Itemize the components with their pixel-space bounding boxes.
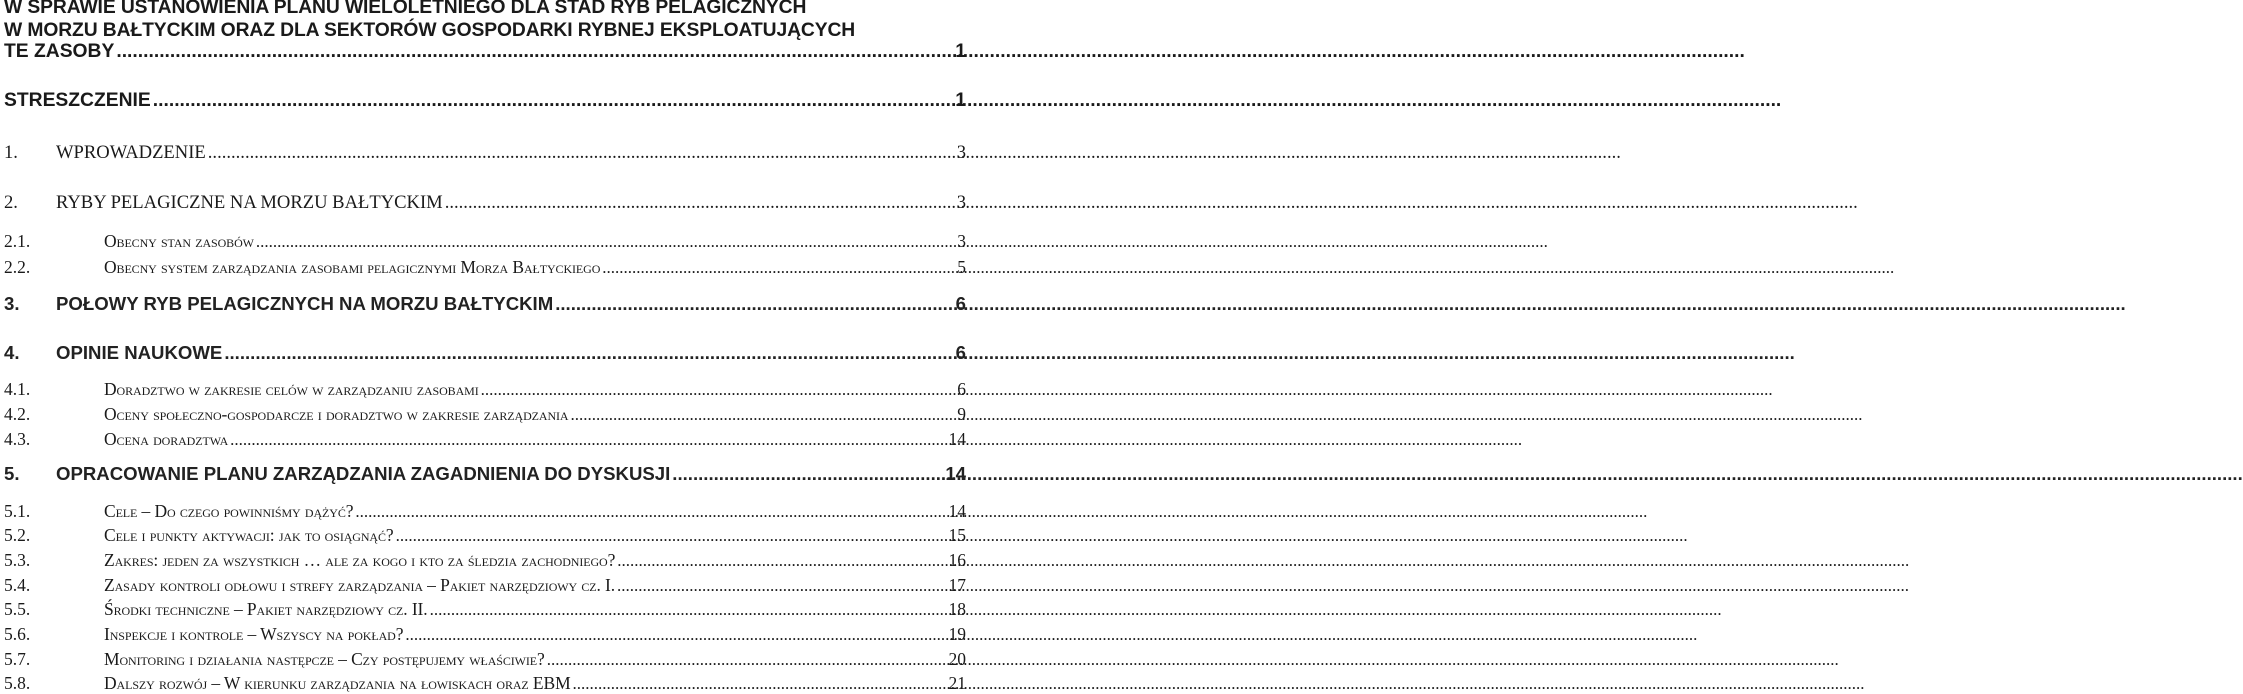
toc-entry-text: OPINIE NAUKOWE [56, 342, 223, 363]
toc-entry-page: 17 [948, 575, 966, 595]
toc-page [0, 0, 966, 693]
toc-leader-dots [573, 674, 948, 694]
toc-entry-4-3[interactable] [4, 429, 966, 450]
toc-entry-text: Monitoring i działania następcze – Czy postępujemy właściwie? [104, 649, 545, 669]
toc-entry-number: 2.1. [4, 231, 31, 251]
toc-entry-5[interactable] [4, 463, 966, 485]
toc-entry-page: 19 [948, 624, 966, 644]
toc-entry-number: 5.4. [4, 575, 31, 595]
toc-entry-5-6[interactable] [4, 624, 966, 645]
toc-entry-number: 5.6. [4, 624, 31, 644]
toc-entry-page: 16 [948, 550, 966, 570]
toc-entry-number: 1. [4, 142, 18, 163]
toc-entry-number: 5.1. [4, 501, 31, 521]
toc-leader-dots [355, 502, 947, 522]
toc-entry-number: 4.3. [4, 429, 31, 449]
toc-entry-page: 14 [948, 501, 966, 521]
toc-entry-1[interactable] [4, 142, 966, 164]
toc-entry-text: Obecny stan zasobów [104, 231, 254, 251]
toc-entry-page: 3 [956, 142, 966, 163]
toc-entry-text: RYBY PELAGICZNE NA MORZU BAŁTYCKIM [56, 192, 443, 213]
title-line-1: W SPRAWIE USTANOWIENIA PLANU WIELOLETNIEGO DLA STAD RYB PELAGICZNYCH [4, 0, 807, 18]
toc-leader-dots [617, 576, 947, 596]
toc-leader-dots [547, 650, 948, 670]
toc-entry-text: Zasady kontroli odłowu i strefy zarządzania – Pakiet narzędziowy cz. I. [104, 575, 616, 595]
toc-entry-text: Oceny społeczno-gospodarcze i doradztwo w zakresie zarządzania [104, 404, 569, 424]
toc-leader-dots [396, 526, 948, 546]
toc-leader-dots [571, 405, 957, 425]
toc-entry-page: 5 [957, 257, 966, 277]
toc-entry-text: Ocena doradztwa [104, 429, 229, 449]
toc-entry-number: 5.3. [4, 550, 31, 570]
toc-entry-streszczenie[interactable] [4, 90, 966, 112]
toc-entry-number: 5.8. [4, 673, 31, 693]
toc-entry-5-2[interactable] [4, 525, 966, 546]
toc-leader-dots [116, 41, 954, 63]
toc-entry-page: 21 [948, 673, 966, 693]
toc-leader-dots [602, 258, 956, 278]
toc-entry-page: 3 [956, 192, 966, 213]
toc-entry-4-1[interactable] [4, 379, 966, 400]
toc-entry-5-5[interactable] [4, 599, 966, 620]
toc-entry-text: POŁOWY RYB PELAGICZNYCH NA MORZU BAŁTYCKIM [56, 293, 554, 314]
toc-leader-dots [405, 625, 947, 645]
toc-entry-page: 1 [955, 41, 966, 62]
toc-entry-page: 18 [948, 599, 966, 619]
toc-entry-text: STRESZCZENIE [4, 90, 151, 111]
toc-entry-text: WPROWADZENIE [56, 142, 206, 163]
toc-entry-page: 9 [957, 404, 966, 424]
toc-leader-dots [224, 342, 954, 364]
toc-entry-text: Dalszy rozwój – W kierunku zarządzania na łowiskach oraz EBM [104, 673, 571, 693]
toc-entry-text: Obecny system zarządzania zasobami pelagicznymi Morza Bałtyckiego [104, 257, 601, 277]
toc-entry-text: OPRACOWANIE PLANU ZARZĄDZANIA ZAGADNIENIA DO DYSKUSJI [56, 463, 671, 484]
toc-entry-5-1[interactable] [4, 501, 966, 522]
toc-entry-page: 6 [957, 379, 966, 399]
toc-leader-dots [672, 463, 944, 485]
toc-leader-dots [230, 430, 947, 450]
toc-entry-page: 6 [955, 342, 966, 363]
toc-entry-number: 5.5. [4, 599, 31, 619]
toc-entry-text: Inspekcje i kontrole – Wszyscy na pokład? [104, 624, 404, 644]
toc-leader-dots [617, 551, 947, 571]
toc-entry-number: 4. [4, 342, 20, 363]
toc-entry-title[interactable] [4, 41, 966, 63]
toc-entry-page: 3 [957, 231, 966, 251]
toc-leader-dots [430, 600, 948, 620]
toc-leader-dots [555, 293, 954, 315]
toc-entry-page: 14 [948, 429, 966, 449]
toc-entry-page: 14 [945, 463, 966, 484]
toc-leader-dots [153, 90, 955, 112]
toc-entry-number: 3. [4, 293, 20, 314]
toc-entry-text: TE ZASOBY [4, 41, 115, 62]
toc-entry-page: 1 [955, 90, 966, 111]
toc-entry-4[interactable] [4, 342, 966, 364]
toc-entry-5-3[interactable] [4, 550, 966, 571]
toc-entry-2[interactable] [4, 192, 966, 214]
toc-entry-2-2[interactable] [4, 257, 966, 278]
toc-entry-text: Cele i punkty aktywacji: jak to osiągnąć? [104, 525, 394, 545]
toc-leader-dots [208, 142, 956, 164]
toc-entry-number: 4.1. [4, 379, 31, 399]
toc-entry-3[interactable] [4, 293, 966, 315]
toc-entry-number: 2.2. [4, 257, 31, 277]
toc-leader-dots [445, 192, 956, 214]
toc-entry-5-4[interactable] [4, 575, 966, 596]
toc-leader-dots [256, 232, 956, 252]
toc-entry-text: Środki techniczne – Pakiet narzędziowy cz. II. [104, 599, 428, 619]
toc-document-title [4, 0, 954, 42]
toc-entry-number: 2. [4, 192, 18, 213]
toc-entry-number: 5.2. [4, 525, 31, 545]
toc-entry-page: 6 [955, 293, 966, 314]
toc-entry-text: Doradztwo w zakresie celów w zarządzaniu zasobami [104, 379, 479, 399]
toc-entry-number: 5. [4, 463, 20, 484]
toc-entry-text: Zakres: jeden za wszystkich … ale za kogo i kto za śledzia zachodniego? [104, 550, 616, 570]
toc-entry-4-2[interactable] [4, 404, 966, 425]
toc-entry-page: 20 [948, 649, 966, 669]
title-line-2: W MORZU BAŁTYCKIM ORAZ DLA SEKTORÓW GOSPODARKI RYBNEJ EKSPLOATUJĄCYCH [4, 19, 856, 41]
toc-entry-page: 15 [948, 525, 966, 545]
toc-entry-5-8[interactable] [4, 673, 966, 694]
toc-entry-number: 5.7. [4, 649, 31, 669]
toc-leader-dots [481, 380, 957, 400]
toc-entry-5-7[interactable] [4, 649, 966, 670]
toc-entry-text: Cele – Do czego powinniśmy dążyć? [104, 501, 354, 521]
toc-entry-2-1[interactable] [4, 231, 966, 252]
toc-entry-number: 4.2. [4, 404, 31, 424]
